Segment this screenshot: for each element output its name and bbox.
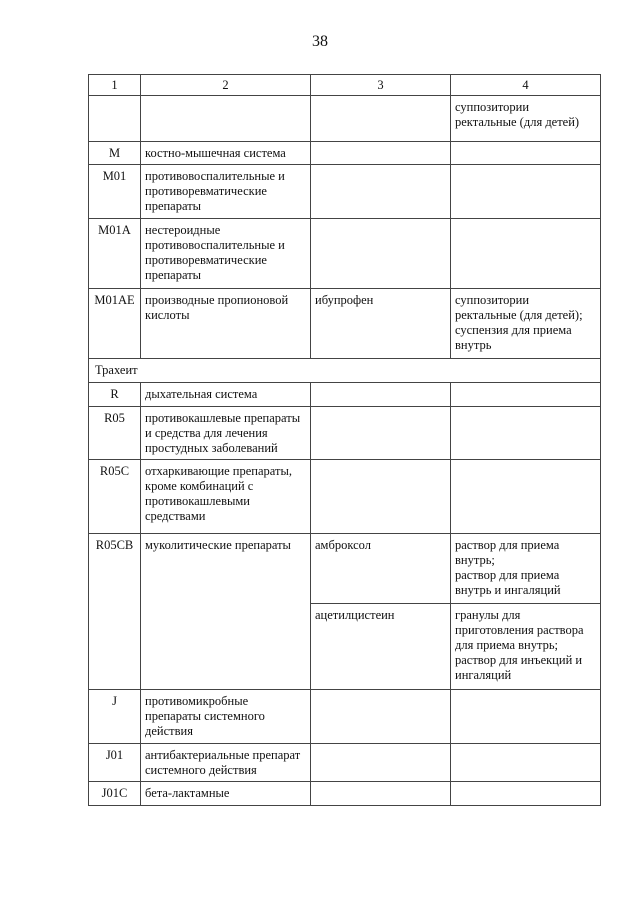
dosage-form — [451, 219, 601, 289]
drug-name: ибупрофен — [311, 289, 451, 359]
dosage-form-line: суппозитории — [455, 100, 530, 114]
header-col-4: 4 — [451, 75, 601, 96]
dosage-form — [451, 534, 601, 604]
dosage-form-line: внутрь — [455, 338, 492, 352]
dosage-form-line: внутрь; — [455, 553, 495, 567]
table-row — [89, 460, 601, 534]
group-name-line: нестероидные — [145, 223, 221, 237]
table-row — [89, 690, 601, 744]
dosage-form-line: ингаляций — [455, 668, 512, 682]
dosage-form-line: для приема внутрь; — [455, 638, 559, 652]
table-row — [89, 782, 601, 806]
table-row — [89, 289, 601, 359]
dosage-form — [451, 407, 601, 460]
dosage-form-line: раствор для инъекций и — [455, 653, 583, 667]
group-name — [141, 690, 311, 744]
group-name — [141, 460, 311, 534]
group-name — [141, 534, 311, 690]
atc-code: J01C — [89, 782, 141, 806]
atc-code: J01 — [89, 744, 141, 782]
group-name-line: антибактериальные препарат — [145, 748, 301, 762]
dosage-form-line: ректальные (для детей); — [455, 308, 583, 322]
group-name — [141, 142, 311, 165]
drug-name — [311, 460, 451, 534]
header-col-3: 3 — [311, 75, 451, 96]
group-name-line: простудных заболеваний — [145, 441, 278, 455]
dosage-form-line: раствор для приема — [455, 568, 560, 582]
group-name-line: противовоспалительные и — [145, 238, 285, 252]
group-name — [141, 744, 311, 782]
dosage-form-line: гранулы для — [455, 608, 521, 622]
dosage-form-line: суппозитории — [455, 293, 530, 307]
group-name-line: препараты — [145, 268, 202, 282]
group-name-line: и средства для лечения — [145, 426, 268, 440]
group-name-line: противокашлевыми — [145, 494, 250, 508]
dosage-form — [451, 165, 601, 219]
drug-name — [311, 782, 451, 806]
group-name-line: противокашлевые препараты — [145, 411, 301, 425]
dosage-form — [451, 289, 601, 359]
group-name-line: препараты — [145, 199, 202, 213]
group-name-line: бета-лактамные — [145, 786, 230, 800]
group-name-line: противоревматические — [145, 253, 267, 267]
dosage-form-line: суспензия для приема — [455, 323, 572, 337]
dosage-form-line: раствор для приема — [455, 538, 560, 552]
dosage-form — [451, 383, 601, 407]
group-name — [141, 289, 311, 359]
group-name-line: противомикробные — [145, 694, 249, 708]
atc-code: R05C — [89, 460, 141, 534]
drug-name — [311, 744, 451, 782]
dosage-form — [451, 690, 601, 744]
dosage-form — [451, 782, 601, 806]
dosage-form — [451, 142, 601, 165]
group-name-line: отхаркивающие препараты, — [145, 464, 292, 478]
dosage-form — [451, 460, 601, 534]
table-row — [89, 744, 601, 782]
group-name — [141, 165, 311, 219]
group-name-line: противовоспалительные и — [145, 169, 285, 183]
group-name — [141, 782, 311, 806]
page-number: 38 — [312, 33, 328, 50]
table-row — [89, 142, 601, 165]
group-name-line: производные пропионовой — [145, 293, 289, 307]
group-name-line: дыхательная система — [145, 387, 258, 401]
group-name-line: действия — [145, 724, 193, 738]
atc-code: M01AE — [89, 289, 141, 359]
drug-name — [311, 690, 451, 744]
group-name-line: препараты системного — [145, 709, 265, 723]
dosage-form-line: ректальные (для детей) — [455, 115, 580, 129]
group-name-line: костно-мышечная система — [145, 146, 286, 160]
header-col-1: 1 — [89, 75, 141, 96]
dosage-form — [451, 96, 601, 142]
atc-code: M — [89, 142, 141, 165]
group-name-line: средствами — [145, 509, 206, 523]
group-name-line: противоревматические — [145, 184, 267, 198]
dosage-form — [451, 604, 601, 690]
table-row — [89, 96, 601, 142]
table-row — [89, 219, 601, 289]
dosage-form-line: приготовления раствора — [455, 623, 584, 637]
table-row — [89, 534, 601, 604]
drug-name — [311, 96, 451, 142]
group-name — [141, 96, 311, 142]
atc-code: M01A — [89, 219, 141, 289]
drug-name: ацетилцистеин — [311, 604, 451, 690]
table-header-row — [89, 75, 601, 96]
dosage-form — [451, 744, 601, 782]
drug-name — [311, 383, 451, 407]
drug-name — [311, 219, 451, 289]
table-row — [89, 383, 601, 407]
group-name-line: кислоты — [145, 308, 190, 322]
atc-code: J — [89, 690, 141, 744]
group-name-line: муколитические препараты — [145, 538, 291, 552]
drug-name — [311, 407, 451, 460]
drug-name — [311, 165, 451, 219]
section-row — [89, 359, 601, 383]
header-col-2: 2 — [141, 75, 311, 96]
medication-table — [88, 74, 601, 806]
group-name — [141, 407, 311, 460]
group-name-line: кроме комбинаций с — [145, 479, 254, 493]
drug-name: амброксол — [311, 534, 451, 604]
atc-code: R — [89, 383, 141, 407]
atc-code — [89, 96, 141, 142]
group-name-line: системного действия — [145, 763, 257, 777]
group-name — [141, 219, 311, 289]
atc-code: R05CB — [89, 534, 141, 690]
atc-code: R05 — [89, 407, 141, 460]
dosage-form-line: внутрь и ингаляций — [455, 583, 561, 597]
table-row — [89, 165, 601, 219]
table-row — [89, 407, 601, 460]
section-label: Трахеит — [89, 359, 601, 383]
group-name — [141, 383, 311, 407]
drug-name — [311, 142, 451, 165]
atc-code: M01 — [89, 165, 141, 219]
